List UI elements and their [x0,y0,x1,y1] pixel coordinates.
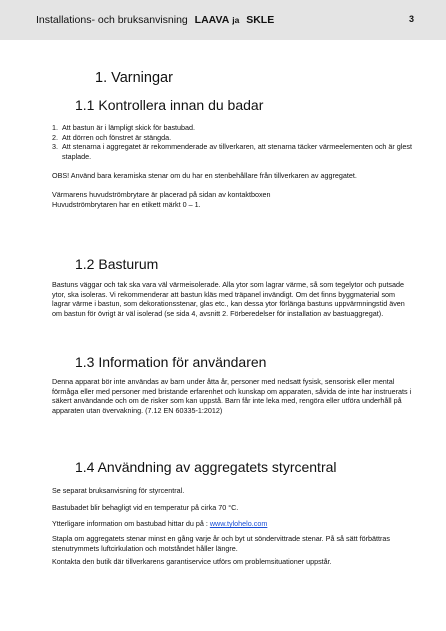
list-item: 2. Att dörren och fönstret är stängda. [52,132,172,142]
header-title-prefix: Installations- och bruksanvisning [36,14,188,26]
user-info-text: Denna apparat bör inte användas av barn under åtta år, personer med nedsatt fysisk, sensorisk eller mental förmåga eller med personer med bristande erfarenhet och kunskap om apparaten, såvida de inte har instruerats i säkert användande och om de risker som kan uppstå. Barn får inte leka med, rengöra eller utföra underhåll på apparaten utan övervakning. (7.12 EN 60335-1:2012) [52,377,412,415]
header-title [36,14,274,26]
check-list [52,123,412,161]
sub-heading-check-before-bathing: 1.1 Kontrollera innan du badar [75,97,264,113]
control-usage-p2: Bastubadet blir behagligt vid en temperatur på cirka 70 °C. [52,503,239,512]
header-product-b: SKLE [246,14,275,26]
obs-note: OBS! Använd bara keramiska stenar om du har en stenbehållare från tillverkaren av aggregatet. [52,171,357,180]
header-conjunction: ja [232,15,240,25]
section-heading-sauna-room: 1.2 Basturum [75,256,159,272]
section-heading-user-info: 1.3 Information för användaren [75,354,267,370]
page-header [0,0,446,40]
website-link[interactable]: www.tylohelo.com [209,519,268,528]
control-usage-p3: Ytterligare information om bastubad hittar du på : www.tylohelo.com [52,519,268,528]
list-item: 3. Att stenarna i aggregatet är rekommenderade av tillverkaren, att stenarna täcker värmeelementen och är glest staplade. [52,142,412,161]
list-item: 1. Att bastun är i lämpligt skick för bastubad. [52,123,196,132]
main-switch-info: Värmarens huvudströmbrytare är placerad på sidan av kontaktboxen Huvudströmbrytaren har en etikett märkt 0 – 1. [52,190,271,209]
control-usage-p5: Kontakta den butik där tillverkarens garantiservice utförs om problemsituationer uppstår. [52,557,332,566]
control-usage-p1: Se separat bruksanvisning för styrcentral. [52,486,185,495]
header-product-a: LAAVA [194,14,230,26]
section-heading-control-usage: 1.4 Användning av aggregatets styrcentral [75,459,337,475]
page-number: 3 [408,14,414,24]
control-usage-p4: Stapla om aggregatets stenar minst en gång varje år och byt ut söndervittrade stenar. På så sätt förbättras stenutrymmets luftcirkulation och motståndet håller längre. [52,534,390,553]
sauna-room-text: Bastuns väggar och tak ska vara väl värmeisolerade. Alla ytor som lagrar värme, så som tegelytor och putsade ytor, ska isoleras. Vi rekommenderar att bastun kläs med träpanel invändigt. Om det finns byggmaterial som lagrar värme i bastun, som dekorationsstenar, glas etc., kan dessa ytor förlänga bastuns uppvärmningstid även om bastun för övrigt är väl isolerad (se sida 4, avsnitt 2. Förberedelser för installation av bastuaggregat). [52,280,405,318]
section-heading-warnings: 1. Varningar [95,70,173,86]
